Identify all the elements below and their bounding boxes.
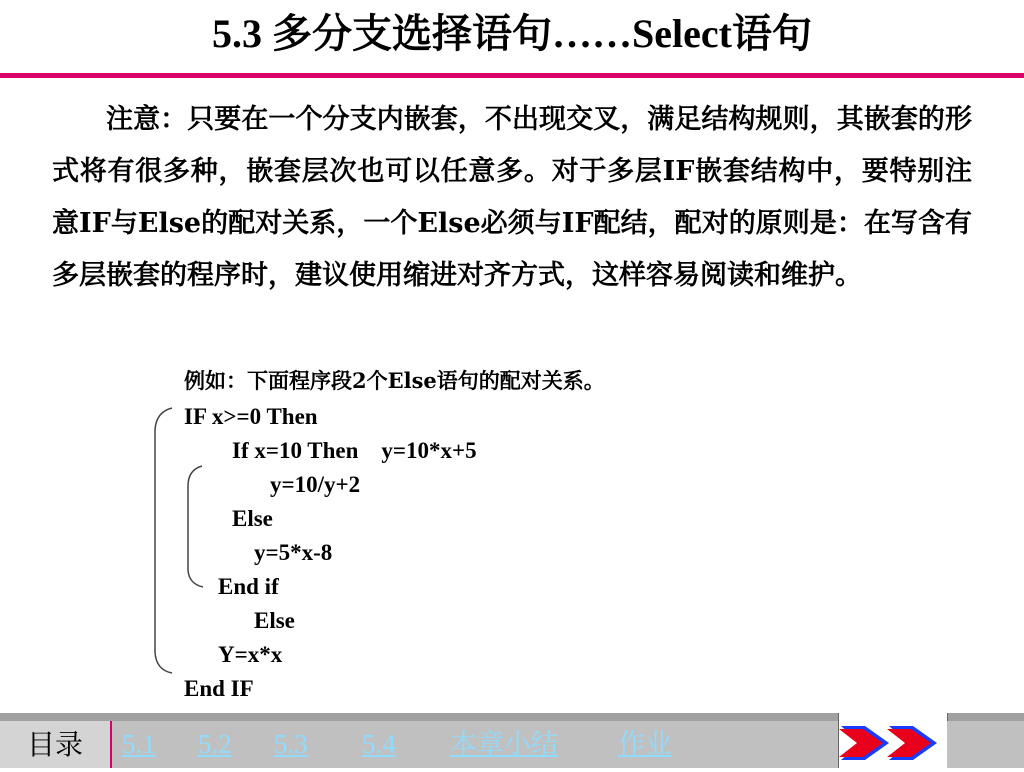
next-page-button[interactable] bbox=[838, 713, 948, 768]
body-paragraph: 注意：只要在一个分支内嵌套，不出现交叉，满足结构规则，其嵌套的形式将有很多种，嵌套层次也可以任意多。对于多层IF嵌套结构中，要特别注意IF与Else的配对关系，一个Else必须与IF配结，配对的原则是：在写含有多层嵌套的程序时，建议使用缩进对齐方式，这样容易阅读和维护。 bbox=[52, 104, 972, 291]
toc-button[interactable]: 目录 bbox=[0, 721, 112, 768]
example-intro: 例如：下面程序段2个Else语句的配对关系。 bbox=[184, 368, 605, 393]
code-line-8: Y=x*x bbox=[218, 642, 283, 667]
title-divider bbox=[0, 73, 1024, 78]
code-line-4: Else bbox=[232, 506, 273, 531]
code-line-9: End IF bbox=[184, 676, 254, 701]
link-5-2[interactable]: 5.2 bbox=[198, 729, 232, 759]
code-line-5: y=5*x-8 bbox=[254, 540, 333, 565]
code-line-3: y=10/y+2 bbox=[270, 472, 361, 497]
link-5-1[interactable]: 5.1 bbox=[122, 729, 156, 759]
outer-bracket bbox=[155, 408, 172, 673]
link-5-4[interactable]: 5.4 bbox=[362, 729, 396, 759]
footer-nav-bar bbox=[0, 713, 1024, 768]
code-line-1: IF x>=0 Then bbox=[184, 404, 318, 429]
code-line-6: End if bbox=[218, 574, 279, 599]
inner-bracket bbox=[188, 466, 203, 587]
footer-tail bbox=[947, 721, 1024, 768]
code-line-7: Else bbox=[254, 608, 295, 633]
page-title: 5.3 多分支选择语句……Select语句 bbox=[212, 11, 812, 56]
link-5-3[interactable]: 5.3 bbox=[274, 729, 308, 759]
link-chapter-summary[interactable]: 本章小结 bbox=[450, 729, 558, 759]
section-links bbox=[112, 721, 838, 768]
double-arrow-right-icon bbox=[839, 713, 947, 768]
code-line-2: If x=10 Then y=10*x+5 bbox=[232, 438, 477, 463]
link-homework[interactable]: 作业 bbox=[618, 729, 672, 759]
